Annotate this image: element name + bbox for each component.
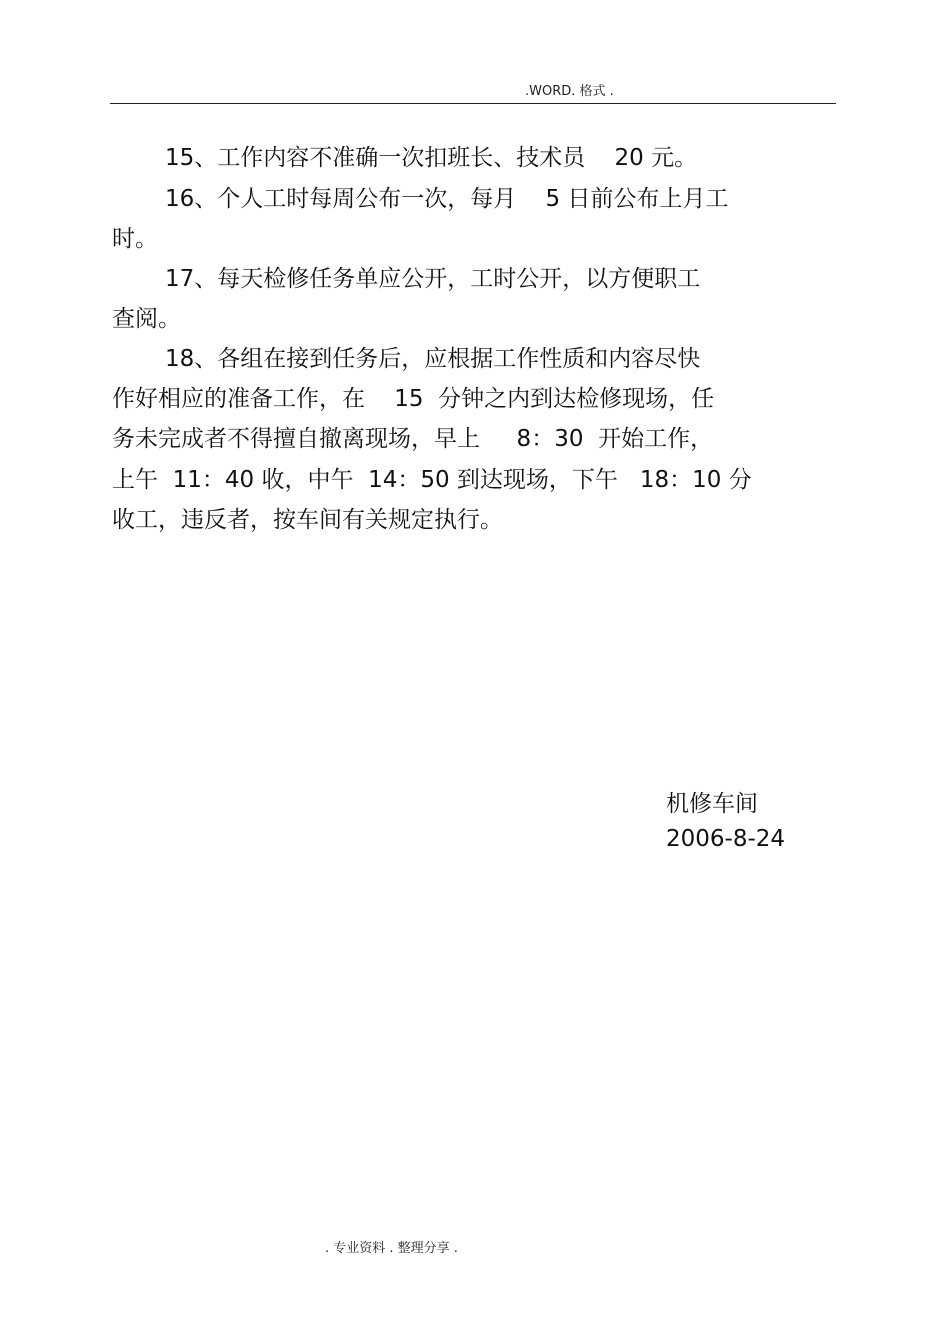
- rule-17-line-1: 17、每天检修任务单应公开，工时公开，以方便职工: [165, 266, 701, 292]
- rule-18-line-2: 作好相应的准备工作，在 15 分钟之内到达检修现场，任: [112, 386, 715, 412]
- rule-18-line-1: 18、各组在接到任务后，应根据工作性质和内容尽快: [165, 346, 701, 372]
- department-name: 机修车间: [666, 791, 758, 817]
- rule-16-line-1: 16、个人工时每周公布一次，每月 5 日前公布上月工: [165, 186, 729, 212]
- page-footer: . 专业资料 . 整理分享 .: [325, 1241, 458, 1256]
- rule-18-line-3: 务未完成者不得擅自撤离现场，早上 8：30 开始工作，: [112, 426, 714, 452]
- header-divider: [110, 103, 836, 104]
- rule-17-line-2: 查阅。: [112, 306, 181, 332]
- rule-18-line-4: 上午 11：40 收，中午 14：50 到达现场，下午 18：10 分: [112, 467, 752, 493]
- rule-18-line-5: 收工，违反者，按车间有关规定执行。: [112, 507, 503, 533]
- signature-date: 2006-8-24: [666, 826, 786, 852]
- rule-16-line-2: 时。: [112, 226, 158, 252]
- header-label: .WORD. 格式 .: [525, 84, 614, 99]
- rule-15-line: 15、工作内容不准确一次扣班长、技术员 20 元。: [165, 145, 698, 171]
